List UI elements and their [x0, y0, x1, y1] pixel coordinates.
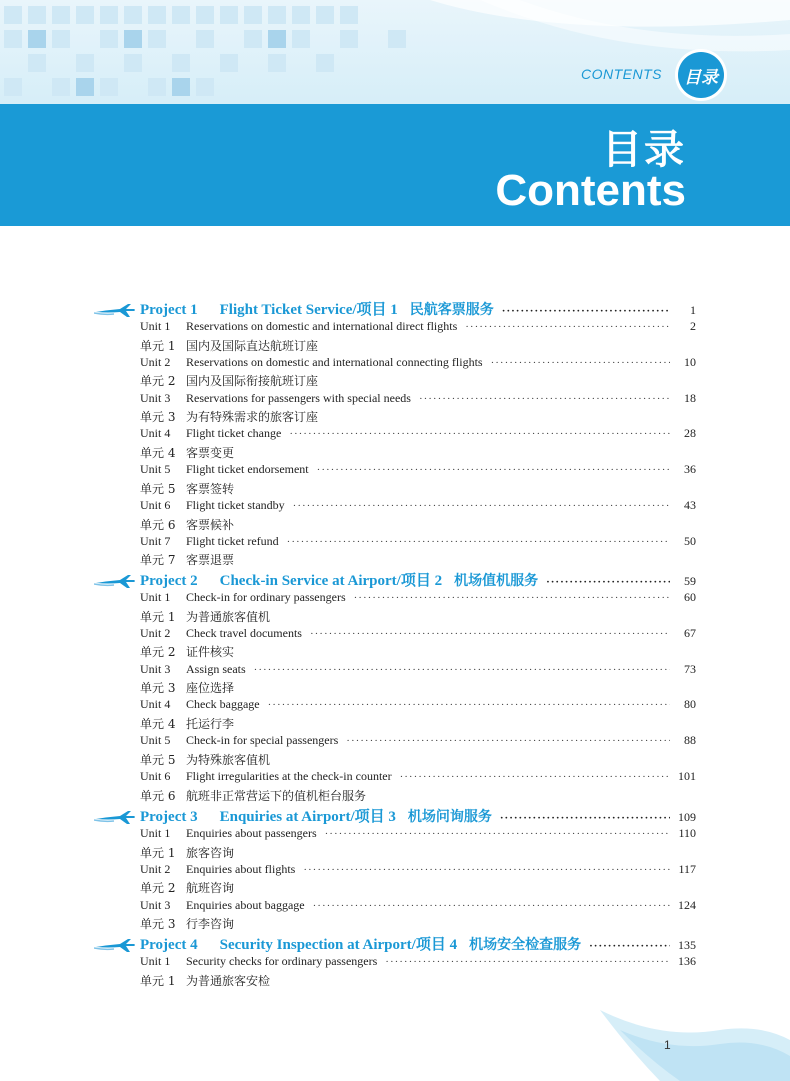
unit-row[interactable] — [140, 862, 696, 877]
page-ref: 80 — [684, 697, 696, 712]
project-row[interactable] — [140, 298, 696, 319]
unit-title-chinese: 航班非正常营运下的值机柜台服务 — [186, 788, 367, 803]
unit-row[interactable] — [140, 590, 696, 605]
leader-dots — [419, 393, 670, 405]
page-ref: 101 — [678, 769, 696, 783]
project-row[interactable] — [140, 933, 696, 954]
unit-chinese-row — [140, 337, 696, 354]
unit-title-chinese: 客票变更 — [186, 445, 235, 460]
unit-number: Unit 3 — [140, 897, 171, 912]
unit-title-chinese: 为普通旅客值机 — [186, 609, 271, 624]
leader-dots — [589, 940, 670, 952]
unit-title: Check-in for ordinary passengers — [186, 590, 346, 604]
unit-row[interactable] — [140, 391, 696, 406]
unit-row[interactable] — [140, 662, 696, 677]
leader-dots — [268, 699, 670, 711]
project-title-chinese: 机场问询服务 — [407, 809, 492, 825]
page-ref: 67 — [684, 625, 696, 640]
unit-number-chinese: 单元 3 — [140, 681, 176, 696]
leader-dots — [354, 592, 670, 604]
unit-title: Flight ticket endorsement — [186, 462, 309, 477]
page-ref: 73 — [684, 661, 696, 676]
unit-title: Enquiries about baggage — [186, 897, 305, 912]
page-ref: 50 — [684, 533, 696, 548]
unit-title-chinese: 为特殊旅客值机 — [186, 752, 271, 767]
page-title-english: Contents — [495, 166, 686, 215]
airplane-icon — [94, 938, 136, 959]
unit-row[interactable] — [140, 898, 696, 913]
unit-number: Unit 3 — [140, 390, 171, 405]
page-ref: 1 — [690, 303, 696, 317]
unit-number-chinese: 单元 3 — [140, 410, 176, 425]
unit-number: Unit 2 — [140, 861, 171, 876]
leader-dots — [325, 828, 670, 840]
leader-dots — [254, 664, 670, 676]
unit-row[interactable] — [140, 319, 696, 334]
unit-number: Unit 1 — [140, 954, 171, 968]
unit-title-chinese: 托运行李 — [186, 716, 235, 731]
unit-number: Unit 5 — [140, 462, 171, 477]
mulu-badge: 目录 — [678, 52, 724, 98]
leader-dots — [491, 357, 670, 369]
unit-chinese-row — [140, 679, 696, 696]
project-label: Project 4 — [140, 937, 198, 953]
unit-title-chinese: 国内及国际衔接航班订座 — [186, 374, 319, 389]
page-ref: 117 — [678, 861, 696, 876]
unit-chinese-row — [140, 751, 696, 768]
unit-number: Unit 4 — [140, 426, 171, 441]
unit-chinese-row — [140, 408, 696, 425]
project-row[interactable] — [140, 805, 696, 826]
page-ref: 110 — [678, 826, 696, 840]
unit-number: Unit 6 — [140, 498, 171, 512]
page-ref: 28 — [684, 426, 696, 441]
unit-number-chinese: 单元 4 — [140, 445, 176, 460]
project-row[interactable] — [140, 569, 696, 590]
unit-row[interactable] — [140, 534, 696, 549]
unit-title-chinese: 座位选择 — [186, 681, 235, 696]
leader-dots — [303, 864, 670, 876]
project-label: Project 3 — [140, 809, 198, 825]
airplane-icon — [94, 303, 136, 324]
unit-number-chinese: 单元 7 — [140, 553, 176, 568]
project-label: Project 2 — [140, 573, 198, 589]
unit-number-chinese: 单元 6 — [140, 788, 176, 803]
unit-number: Unit 2 — [140, 354, 171, 369]
unit-row[interactable] — [140, 733, 696, 748]
leader-dots — [346, 735, 670, 747]
page-ref: 109 — [678, 810, 696, 824]
page-ref: 60 — [684, 590, 696, 604]
unit-row[interactable] — [140, 954, 696, 969]
project-title-chinese: 机场安全检查服务 — [469, 937, 582, 953]
unit-chinese-row — [140, 516, 696, 533]
unit-number: Unit 7 — [140, 533, 171, 548]
unit-chinese-row — [140, 787, 696, 804]
leader-dots — [289, 428, 670, 440]
unit-chinese-row — [140, 715, 696, 732]
unit-title-chinese: 为普通旅客安检 — [186, 973, 271, 988]
page-ref: 59 — [684, 574, 696, 588]
top-decorative-band — [0, 0, 790, 104]
unit-number-chinese: 单元 1 — [140, 609, 176, 624]
page-number: 1 — [664, 1038, 671, 1052]
contents-header-banner — [0, 104, 790, 226]
unit-title: Enquiries about flights — [186, 861, 296, 876]
unit-number: Unit 1 — [140, 826, 171, 840]
airplane-icon — [94, 810, 136, 831]
project-title: Flight Ticket Service/项目 1 — [219, 302, 398, 318]
unit-number-chinese: 单元 1 — [140, 338, 176, 353]
project-title: Enquiries at Airport/项目 3 — [219, 809, 396, 825]
unit-title: Assign seats — [186, 661, 246, 676]
unit-number-chinese: 单元 1 — [140, 973, 176, 988]
unit-title: Flight ticket change — [186, 426, 282, 441]
unit-title-chinese: 客票退票 — [186, 553, 235, 568]
leader-dots — [502, 305, 670, 317]
unit-title: Check travel documents — [186, 625, 302, 640]
unit-number: Unit 5 — [140, 733, 171, 748]
unit-title: Flight ticket standby — [186, 498, 285, 512]
unit-chinese-row — [140, 643, 696, 660]
unit-title: Check-in for special passengers — [186, 733, 339, 748]
unit-number: Unit 4 — [140, 697, 171, 712]
page-ref: 135 — [678, 938, 696, 952]
page-title-chinese: 目录 — [602, 127, 686, 173]
unit-title: Flight ticket refund — [186, 533, 279, 548]
unit-row[interactable] — [140, 626, 696, 641]
unit-row[interactable] — [140, 697, 696, 712]
unit-number: Unit 6 — [140, 769, 171, 783]
unit-row[interactable] — [140, 462, 696, 477]
unit-number-chinese: 单元 2 — [140, 645, 176, 660]
unit-title: Check baggage — [186, 697, 260, 712]
leader-dots — [546, 576, 670, 588]
leader-dots — [293, 500, 670, 512]
tile-pattern-decoration — [0, 0, 790, 104]
unit-number-chinese: 单元 6 — [140, 517, 176, 532]
leader-dots — [310, 628, 670, 640]
page-ref: 2 — [690, 319, 696, 333]
leader-dots — [317, 464, 670, 476]
unit-number: Unit 1 — [140, 590, 171, 604]
unit-title-chinese: 旅客咨询 — [186, 845, 235, 860]
page-ref: 43 — [684, 498, 696, 512]
unit-number: Unit 2 — [140, 625, 171, 640]
unit-title-chinese: 客票候补 — [186, 517, 235, 532]
page-ref: 136 — [678, 954, 696, 968]
unit-title-chinese: 证件核实 — [186, 645, 235, 660]
page-ref: 36 — [684, 462, 696, 477]
unit-chinese-row — [140, 372, 696, 389]
leader-dots — [465, 321, 670, 333]
airplane-icon — [94, 574, 136, 595]
unit-title-chinese: 行李咨询 — [186, 917, 235, 932]
leader-dots — [313, 900, 670, 912]
unit-row[interactable] — [140, 498, 696, 513]
unit-title: Security checks for ordinary passengers — [186, 954, 378, 968]
unit-row[interactable] — [140, 426, 696, 441]
leader-dots — [287, 536, 670, 548]
unit-chinese-row — [140, 551, 696, 568]
unit-number-chinese: 单元 2 — [140, 374, 176, 389]
unit-chinese-row — [140, 444, 696, 461]
unit-title-chinese: 航班咨询 — [186, 881, 235, 896]
unit-chinese-row — [140, 608, 696, 625]
unit-title-chinese: 国内及国际直达航班订座 — [186, 338, 319, 353]
page-ref: 10 — [684, 354, 696, 369]
unit-number-chinese: 单元 3 — [140, 917, 176, 932]
unit-number: Unit 3 — [140, 661, 171, 676]
leader-dots — [385, 956, 670, 968]
unit-number-chinese: 单元 2 — [140, 881, 176, 896]
page-ref: 88 — [684, 733, 696, 748]
unit-chinese-row — [140, 915, 696, 932]
project-title: Security Inspection at Airport/项目 4 — [219, 937, 458, 953]
unit-number: Unit 1 — [140, 319, 171, 333]
footer-wave-decoration — [600, 1000, 790, 1081]
contents-small-label: CONTENTS — [581, 66, 662, 82]
unit-chinese-row — [140, 844, 696, 861]
unit-row[interactable] — [140, 769, 696, 784]
unit-row[interactable] — [140, 355, 696, 370]
unit-number-chinese: 单元 4 — [140, 716, 176, 731]
leader-dots — [400, 771, 670, 783]
unit-row[interactable] — [140, 826, 696, 841]
unit-title: Reservations on domestic and international direct flights — [186, 319, 458, 333]
unit-chinese-row — [140, 480, 696, 497]
unit-chinese-row — [140, 879, 696, 896]
unit-number-chinese: 单元 5 — [140, 481, 176, 496]
unit-title-chinese: 为有特殊需求的旅客订座 — [186, 410, 319, 425]
unit-title: Flight irregularities at the check-in counter — [186, 769, 392, 783]
unit-title: Reservations for passengers with special needs — [186, 390, 411, 405]
project-title: Check-in Service at Airport/项目 2 — [219, 573, 443, 589]
unit-title: Enquiries about passengers — [186, 826, 317, 840]
leader-dots — [500, 812, 670, 824]
project-label: Project 1 — [140, 302, 198, 318]
project-title-chinese: 机场值机服务 — [454, 573, 539, 589]
unit-chinese-row — [140, 972, 696, 989]
unit-number-chinese: 单元 5 — [140, 752, 176, 767]
unit-title-chinese: 客票签转 — [186, 481, 235, 496]
unit-number-chinese: 单元 1 — [140, 845, 176, 860]
project-title-chinese: 民航客票服务 — [409, 302, 494, 318]
page-ref: 18 — [684, 390, 696, 405]
page-ref: 124 — [678, 897, 696, 912]
unit-title: Reservations on domestic and international connecting flights — [186, 354, 483, 369]
